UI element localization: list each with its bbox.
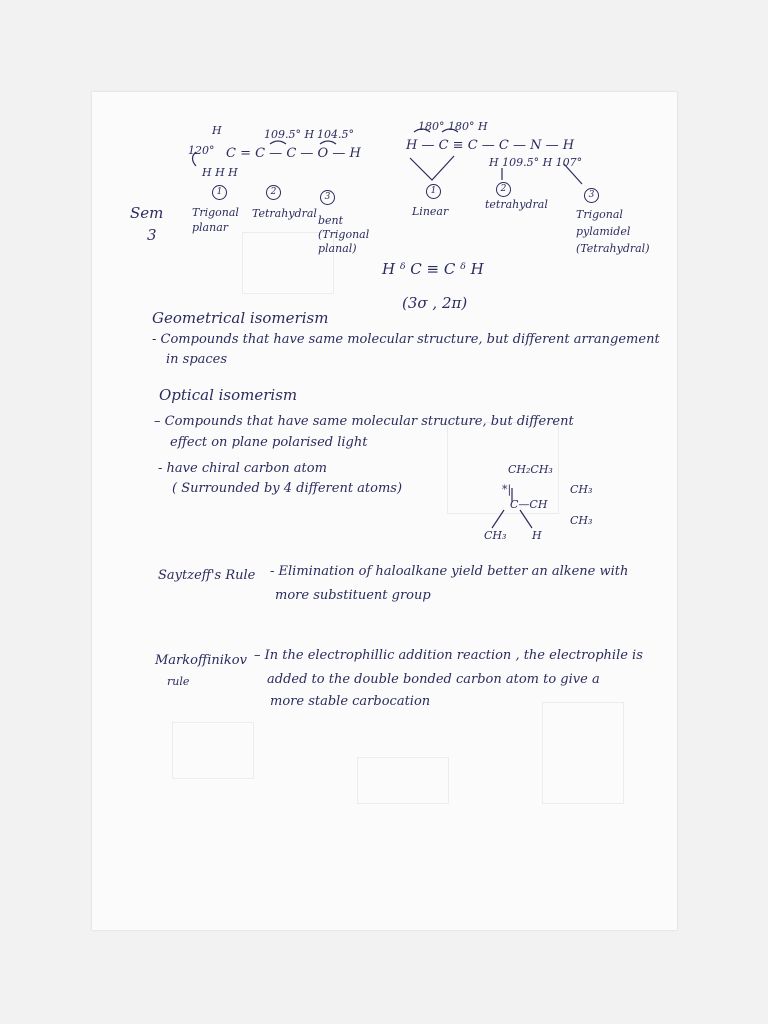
s1-angle-104: 104.5° <box>317 128 354 141</box>
s2-item-3-label: Trigonal pylamidel (Tetrahydral) <box>576 208 650 255</box>
s2-item-1-label: Linear <box>412 205 449 218</box>
chiral-ch3-lower: CH₃ <box>570 514 593 527</box>
s2-item-2-number: 2 <box>496 182 511 197</box>
chiral-bond-left <box>492 510 504 528</box>
optical-isomerism-line-2: effect on plane polarised light <box>170 435 368 450</box>
s1-angle-120: 120° <box>188 144 215 157</box>
s1-item-1-label: Trigonal planar <box>192 206 239 234</box>
notebook-page <box>92 92 677 930</box>
optical-isomerism-line-1: – Compounds that have same molecular structure, but different <box>154 414 574 429</box>
optical-isomerism-line-4: ( Surrounded by 4 different atoms) <box>172 481 403 496</box>
margin-number: 3 <box>147 226 157 244</box>
chiral-star: *| <box>502 483 512 496</box>
pyramidal-pointer <box>564 164 582 184</box>
sketch-strokes <box>92 92 677 930</box>
s1-item-3-label: bent (Trigonal planal) <box>318 214 370 255</box>
alkyne-formula: H ᵟ C ≡ C ᵟ H <box>382 260 484 278</box>
markovnikov-title: Markoffinikov <box>155 653 247 668</box>
geometrical-isomerism-title: Geometrical isomerism <box>152 309 329 327</box>
saytzeff-line-1: - Elimination of haloalkane yield better an alkene with <box>270 564 629 579</box>
s1-angle-109: 109.5° H <box>264 128 315 141</box>
s2-backbone: H — C ≡ C — C — N — H <box>406 138 575 153</box>
s1-backbone: C = C — C — O — H <box>226 146 361 161</box>
s2-angles: 180° 180° H <box>418 120 488 133</box>
saytzeff-line-2: more substituent group <box>275 588 431 603</box>
markovnikov-subtitle: rule <box>167 675 190 688</box>
s2-item-2-label: tetrahydral <box>485 198 548 211</box>
optical-isomerism-line-3: - have chiral carbon atom <box>158 461 327 476</box>
s1-item-3-number: 3 <box>320 190 335 205</box>
s1-h-bottom: H H H <box>202 166 238 179</box>
angle-arc-180a <box>414 129 430 132</box>
chiral-bond-right <box>520 510 532 528</box>
margin-sem: Sem <box>130 204 164 222</box>
alkyne-bond-count: (3σ , 2π) <box>402 294 468 312</box>
s1-item-2-label: Tetrahydral <box>252 207 317 220</box>
s1-item-1-number: 1 <box>212 185 227 200</box>
s1-item-2-number: 2 <box>266 185 281 200</box>
s2-item-3-number: 3 <box>584 188 599 203</box>
chiral-bottom-left: CH₃ <box>484 529 507 542</box>
linear-pointer <box>410 156 454 180</box>
chiral-center: C—CH <box>510 498 548 511</box>
geometrical-isomerism-line-2: in spaces <box>166 352 228 367</box>
markovnikov-line-3: more stable carbocation <box>270 694 431 709</box>
saytzeff-title: Saytzeff's Rule <box>158 568 256 583</box>
optical-isomerism-title: Optical isomerism <box>159 386 298 404</box>
angle-arc-120 <box>193 152 197 166</box>
chiral-top-group: CH₂CH₃ <box>508 463 553 476</box>
angle-arc-180b <box>442 129 458 132</box>
chiral-ch3-upper: CH₃ <box>570 483 593 496</box>
s1-h-top: H <box>212 124 222 137</box>
markovnikov-line-1: – In the electrophillic addition reaction , the electrophile is <box>254 648 643 663</box>
angle-arc-109 <box>270 141 286 144</box>
markovnikov-line-2: added to the double bonded carbon atom to give a <box>267 672 600 687</box>
geometrical-isomerism-line-1: - Compounds that have same molecular structure, but different arrangement <box>152 332 660 347</box>
angle-arc-104 <box>320 141 336 144</box>
s2-item-1-number: 1 <box>426 184 441 199</box>
s2-lower: H 109.5° H 107° <box>489 156 583 169</box>
chiral-bottom-right: H <box>532 529 542 542</box>
